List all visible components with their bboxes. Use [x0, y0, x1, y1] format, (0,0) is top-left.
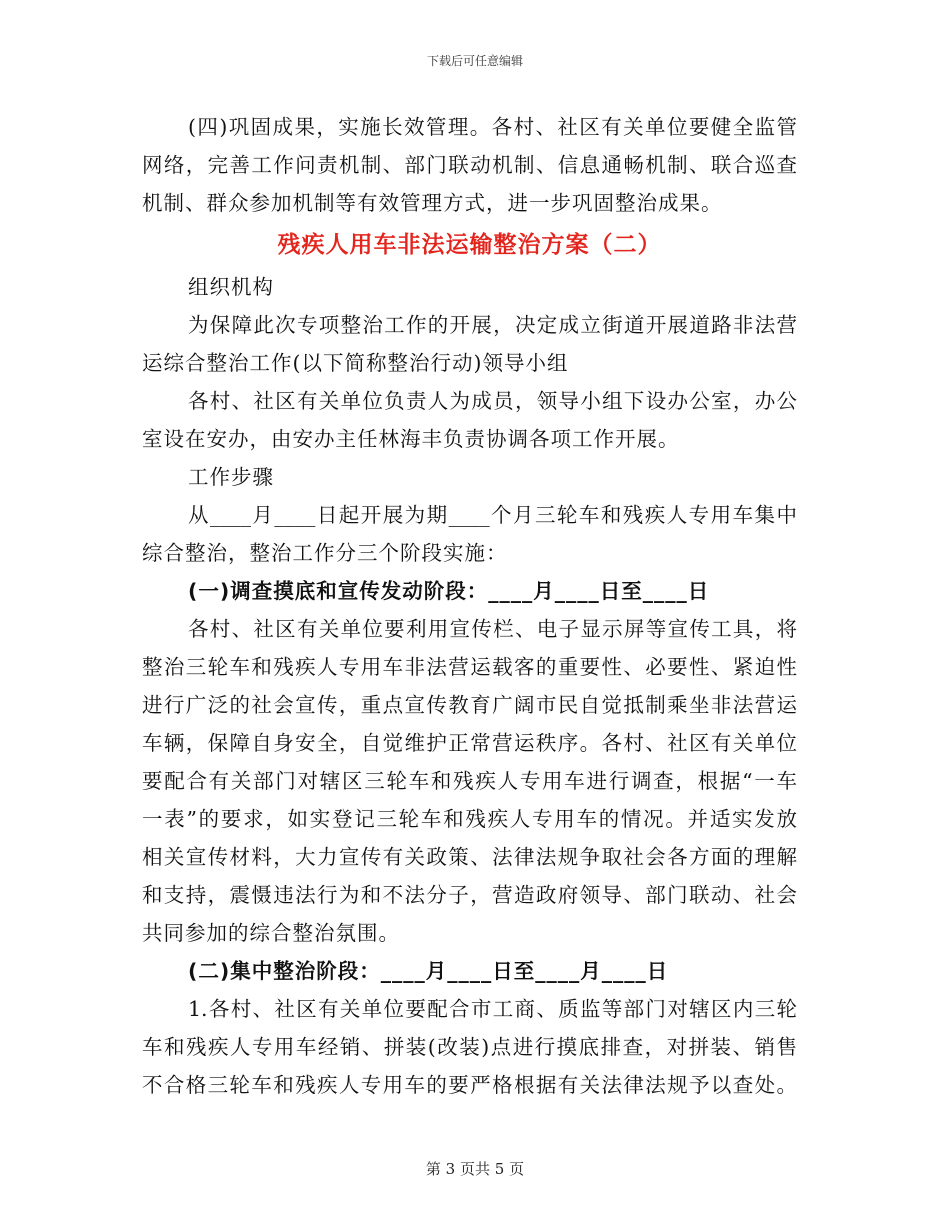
paragraph-line: 车辆，保障自身安全，自觉维护正常营运秩序。各村、社区有关单位 [142, 731, 797, 755]
paragraph-line: 整治三轮车和残疾人专用车非法营运载客的重要性、必要性、紧迫性 [142, 655, 797, 679]
paragraph-line: 和支持，震慑违法行为和不法分子，营造政府领导、部门联动、社会 [142, 883, 797, 907]
phase-heading: (二)集中整治阶段：____月____日至____月____日 [188, 959, 669, 983]
paragraph-line: 1.各村、社区有关单位要配合市工商、质监等部门对辖区内三轮 [188, 997, 797, 1021]
section-title: 残疾人用车非法运输整治方案（二） [277, 232, 662, 258]
paragraph-line: 为保障此次专项整治工作的开展，决定成立街道开展道路非法营 [188, 313, 797, 337]
paragraph-line: 网络，完善工作问责机制、部门联动机制、信息通畅机制、联合巡查 [142, 153, 797, 177]
paragraph-line: 要配合有关部门对辖区三轮车和残疾人专用车进行调查，根据“一车 [142, 769, 797, 793]
paragraph-line: 进行广泛的社会宣传，重点宣传教育广阔市民自觉抵制乘坐非法营运 [142, 693, 797, 717]
section-heading: 工作步骤 [188, 465, 274, 489]
document-body [142, 108, 797, 1104]
paragraph-line: 从____月____日起开展为期____个月三轮车和残疾人专用车集中 [188, 503, 797, 527]
paragraph-line: (四)巩固成果，实施长效管理。各村、社区有关单位要健全监管 [188, 115, 797, 139]
paragraph-line: 各村、社区有关单位要利用宣传栏、电子显示屏等宣传工具，将 [188, 617, 797, 641]
paragraph-line: 车和残疾人专用车经销、拼装(改装)点进行摸底排查，对拼装、销售 [142, 1035, 797, 1059]
paragraph-line: 共同参加的综合整治氛围。 [142, 921, 400, 945]
paragraph-line: 不合格三轮车和残疾人专用车的要严格根据有关法律法规予以查处。 [142, 1073, 797, 1097]
paragraph-line: 相关宣传材料，大力宣传有关政策、法律法规争取社会各方面的理解 [142, 845, 797, 869]
paragraph-line: 运综合整治工作(以下简称整治行动)领导小组 [142, 351, 569, 375]
phase-heading: (一)调查摸底和宣传发动阶段：____月____日至____日 [188, 579, 710, 603]
page-footer: 第 3 页共 5 页 [425, 1160, 525, 1178]
paragraph-line: 综合整治，整治工作分三个阶段实施： [142, 541, 508, 565]
page-header: 下载后可任意编辑 [426, 54, 523, 68]
paragraph-line: 室设在安办，由安办主任林海丰负责协调各项工作开展。 [142, 427, 680, 451]
paragraph-line: 各村、社区有关单位负责人为成员，领导小组下设办公室，办公 [188, 389, 797, 413]
paragraph-line: 一表”的要求，如实登记三轮车和残疾人专用车的情况。并适实发放 [142, 807, 797, 831]
section-heading: 组织机构 [188, 275, 274, 299]
paragraph-line: 机制、群众参加机制等有效管理方式，进一步巩固整治成果。 [142, 191, 723, 215]
